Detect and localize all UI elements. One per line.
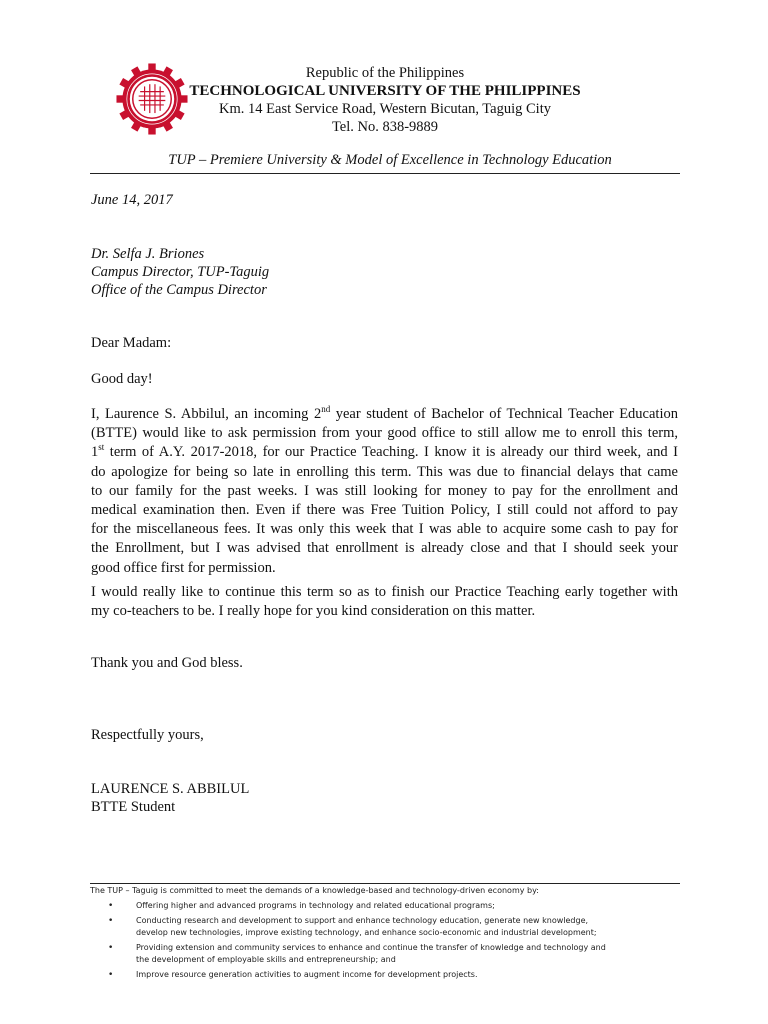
header-telephone: Tel. No. 838-9889 xyxy=(331,119,439,135)
paragraph-line: (BTTE) would like to ask permission from your good office to still allow me to enroll this term, xyxy=(91,425,678,442)
sender-title: BTTE Student xyxy=(91,799,176,815)
header-address: Km. 14 East Service Road, Western Bicutan, Taguig City xyxy=(219,101,551,117)
footer-list-item xyxy=(90,900,690,912)
footer-item-text: Conducting research and development to support and enhance technology education, generate new knowledge, xyxy=(136,916,589,925)
header-republic: Republic of the Philippines xyxy=(305,65,465,81)
recipient-name: Dr. Selfa J. Briones xyxy=(91,246,205,262)
footer-mission-list xyxy=(90,900,690,984)
text-segment: term of A.Y. 2017-2018, for our Practice Teaching. I know it is already our third week, and I xyxy=(104,444,678,461)
letter-date: June 14, 2017 xyxy=(91,192,173,208)
footer-list-item xyxy=(90,915,690,939)
footer-list-item xyxy=(90,942,690,966)
bullet-icon: • xyxy=(108,916,114,926)
footer-item-text: develop new technologies, improve existing technology, and enhance socio-economic and industrial development; xyxy=(136,928,597,937)
paragraph-line xyxy=(91,443,678,462)
salutation: Dear Madam: xyxy=(91,335,172,351)
text-segment: I, Laurence S. Abbilul, an incoming 2 xyxy=(91,406,322,422)
greeting: Good day! xyxy=(91,371,153,387)
paragraph-line: I would really like to continue this term so as to finish our Practice Teaching early together with xyxy=(91,584,678,600)
text-segment: year student of Bachelor of Technical Teacher Education xyxy=(330,406,678,422)
recipient-title: Campus Director, TUP-Taguig xyxy=(91,264,270,280)
paragraph-line: good office first for permission. xyxy=(91,559,276,576)
footer-item-text: Improve resource generation activities to augment income for development projects. xyxy=(136,970,478,979)
body-paragraph-1 xyxy=(91,405,678,578)
closing-line: Respectfully yours, xyxy=(91,727,204,743)
footer-list-item xyxy=(90,969,690,981)
superscript: st xyxy=(98,442,105,453)
paragraph-line: medical examination then. Even if there was Free Tuition Policy, I still could not afford to pay xyxy=(91,501,678,518)
paragraph-line: my co-teachers to be. I really hope for you kind consideration on this matter. xyxy=(91,603,536,620)
bullet-icon: • xyxy=(108,970,114,980)
body-paragraph-2 xyxy=(91,583,678,621)
superscript: nd xyxy=(321,404,331,415)
footer-item-text: the development of employable skills and entrepreneurship; and xyxy=(136,955,396,964)
footer-divider xyxy=(90,883,680,884)
text-segment: 1 xyxy=(91,444,99,461)
footer-item-text: Providing extension and community services to enhance and continue the transfer of knowledge and technology and xyxy=(136,943,606,952)
bullet-icon: • xyxy=(108,901,114,911)
header-divider xyxy=(90,173,680,174)
paragraph-line: the Enrollment, but I was advised that enrollment is already close and that I should seek your xyxy=(91,540,678,557)
sender-name: LAURENCE S. ABBILUL xyxy=(91,781,250,797)
paragraph-line xyxy=(91,405,678,424)
footer-item-text: Offering higher and advanced programs in technology and related educational programs; xyxy=(136,901,495,910)
paragraph-line: do apologize for being so late in enrolling this term. This was due to financial delays that came xyxy=(91,463,678,480)
footer-intro: The TUP – Taguig is committed to meet the demands of a knowledge-based and technology-driven economy by: xyxy=(90,886,539,895)
recipient-office: Office of the Campus Director xyxy=(91,282,267,298)
bullet-icon: • xyxy=(108,943,114,953)
thanks-line: Thank you and God bless. xyxy=(91,655,243,671)
paragraph-line: for the miscellaneous fees. It was only this week that I was able to acquire some cash to pay for xyxy=(91,521,678,538)
header-motto: TUP – Premiere University & Model of Excellence in Technology Education xyxy=(168,152,612,168)
header-university-name: TECHNOLOGICAL UNIVERSITY OF THE PHILIPPINES xyxy=(189,83,581,99)
paragraph-line: to our family for the past weeks. I was still looking for money to pay for the enrollment and xyxy=(91,482,678,499)
